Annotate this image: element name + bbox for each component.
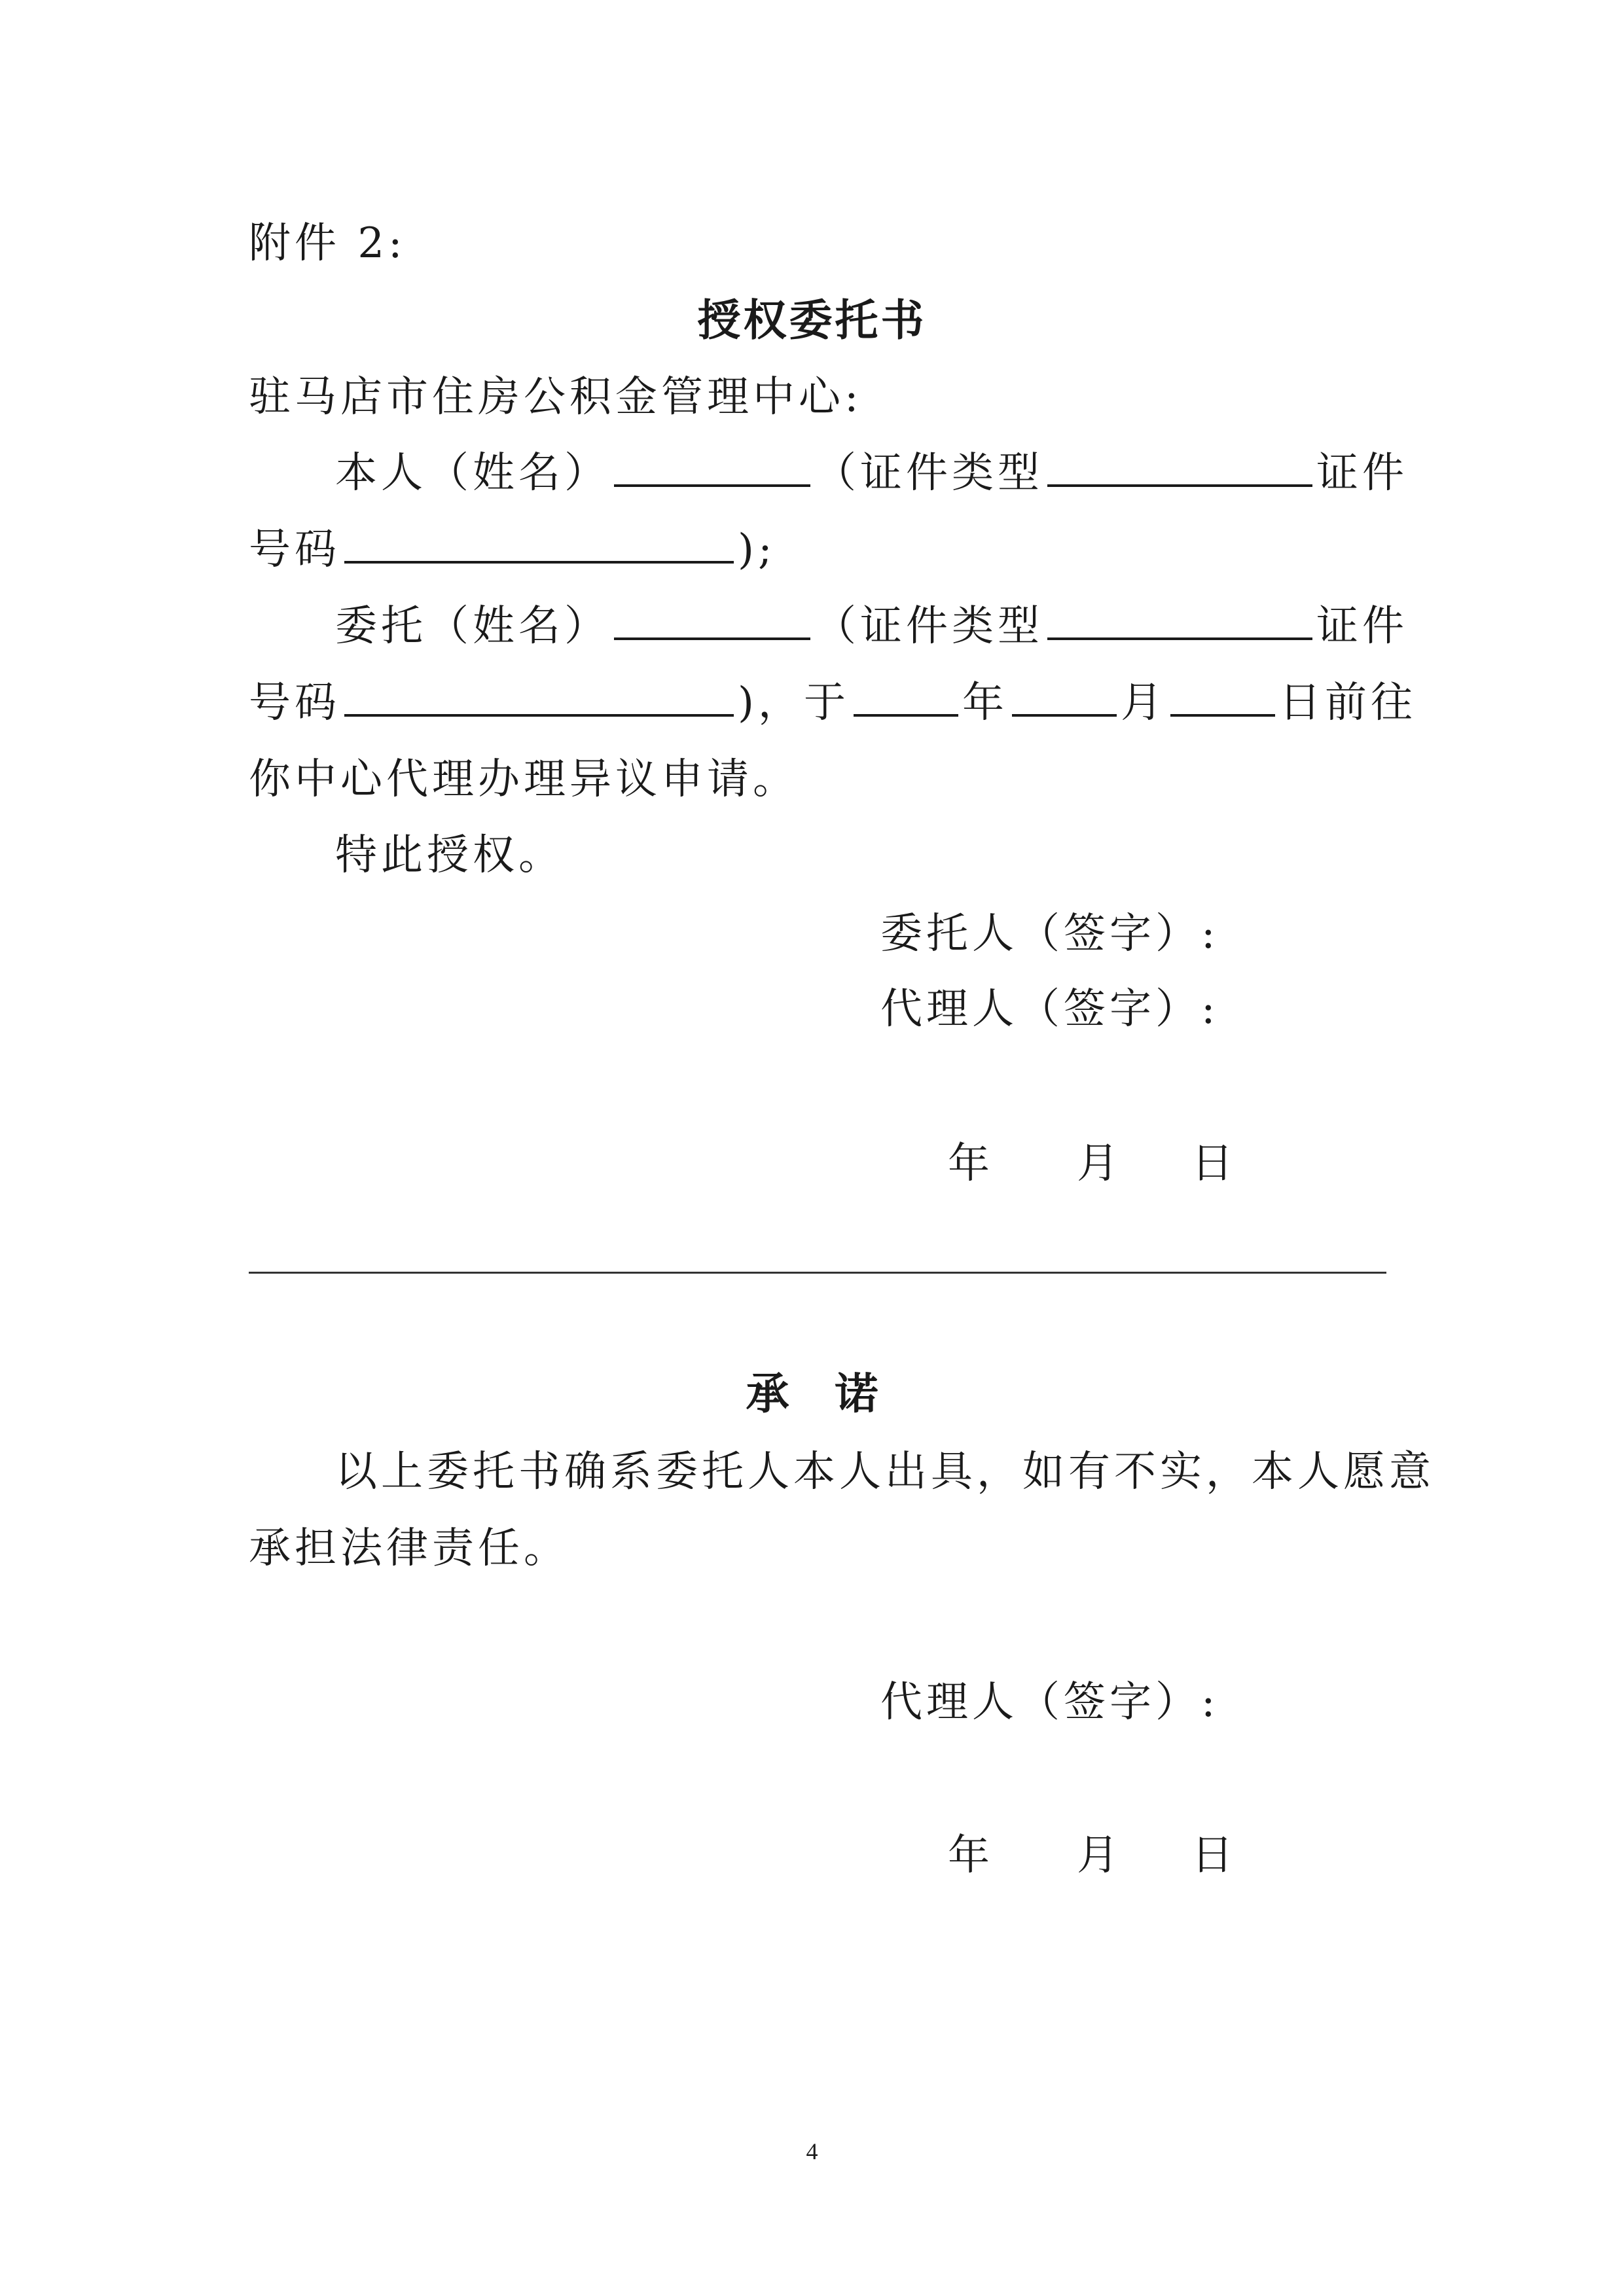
agent-name-label: 委托（姓名） [335,602,610,651]
month-blank[interactable] [1012,676,1117,717]
principal-id-type-label: （证件类型 [814,449,1043,497]
agent-id-type-label: （证件类型 [814,602,1043,651]
agent-id-number-blank[interactable] [344,676,734,717]
day-blank[interactable] [1170,676,1275,717]
principal-id-label: 证件 [1316,449,1408,497]
commit-date-day: 日 [1191,1831,1237,1880]
principal-name-blank[interactable] [614,446,810,487]
month-label: 月 [1120,679,1166,727]
section-divider [249,1272,1386,1274]
auth-date-day: 日 [1191,1139,1237,1188]
agent-name-blank[interactable] [614,600,810,640]
principal-id-number-close: ); [738,526,776,574]
commit-date-month: 月 [1077,1831,1123,1880]
agent-id-type-blank[interactable] [1047,600,1312,640]
agent-id-number-line [249,673,1416,732]
principal-info-line [335,444,1408,503]
day-label: 日前往 [1278,679,1416,727]
principal-id-number-blank[interactable] [344,523,734,564]
year-blank[interactable] [854,676,958,717]
commitment-line-1: 以上委托书确系委托人本人出具，如有不实，本人愿意 [335,1448,1435,1496]
auth-date-month: 月 [1077,1139,1123,1188]
commitment-agent-signature-label: 代理人（签字）: [880,1678,1219,1727]
principal-signature-label: 委托人（签字）: [880,910,1219,958]
agent-info-line [335,597,1408,656]
page-number: 4 [806,2138,818,2164]
attachment-label: 附件 2: [249,219,406,268]
commitment-line-2: 承担法律责任。 [249,1524,569,1573]
agent-date-intro: )，于 [738,679,850,727]
commitment-title: 承诺 [746,1369,924,1419]
principal-id-number-label: 号码 [249,526,340,574]
addressee: 驻马店市住房公积金管理中心: [249,373,863,422]
auth-date-year: 年 [948,1139,994,1188]
purpose-line: 你中心代理办理异议申请。 [249,755,799,804]
principal-name-label: 本人（姓名） [335,449,610,497]
year-label: 年 [962,679,1008,727]
agent-signature-label: 代理人（签字）: [880,985,1219,1033]
agent-id-label: 证件 [1316,602,1408,651]
authorization-title: 授权委托书 [697,295,927,346]
agent-id-number-label: 号码 [249,679,340,727]
commit-date-year: 年 [948,1831,994,1880]
principal-id-number-line [249,520,776,579]
principal-id-type-blank[interactable] [1047,446,1312,487]
authorization-closing: 特此授权。 [335,831,564,880]
